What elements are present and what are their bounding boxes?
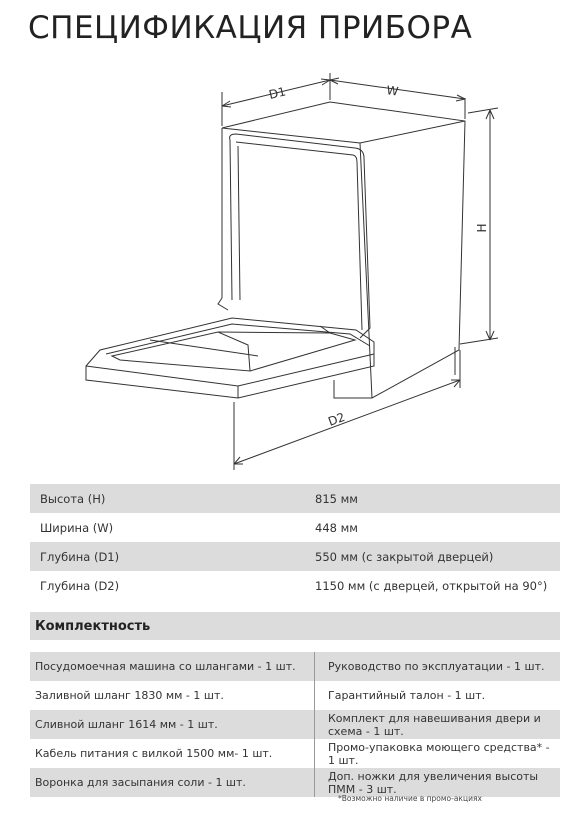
spec-value: 815 мм [315, 491, 358, 506]
tub-opening [230, 134, 370, 338]
table-row [30, 739, 560, 768]
specification-table [30, 484, 560, 600]
d2-label: D2 [326, 409, 347, 429]
kit-table [30, 652, 560, 797]
kit-item-left: Воронка для засыпания соли - 1 шт. [30, 768, 315, 797]
kit-item-right: Доп. ножки для увеличения высоты ПММ - 3 шт. [328, 769, 539, 796]
spec-value: 550 мм (с закрытой дверцей) [315, 549, 494, 564]
page-title: СПЕЦИФИКАЦИЯ ПРИБОРА [28, 10, 473, 46]
spec-label: Глубина (D2) [40, 578, 120, 593]
spec-value: 448 мм [315, 520, 358, 535]
kit-heading: Комплектность [30, 612, 560, 640]
kit-item-right: Промо-упаковка моющего средства* - 1 шт. [328, 740, 550, 767]
spec-row-depth-d2 [30, 571, 560, 600]
table-row [30, 768, 560, 797]
kit-item-left: Заливной шланг 1830 мм - 1 шт. [30, 681, 315, 710]
w-label: W [385, 83, 400, 99]
kit-item-left: Посудомоечная машина со шлангами - 1 шт. [30, 652, 315, 681]
spec-label: Высота (H) [40, 491, 106, 506]
table-row [30, 652, 560, 681]
spec-row-height [30, 484, 560, 513]
open-door [86, 318, 374, 398]
kit-item-right: Руководство по эксплуатации - 1 шт. [328, 660, 545, 673]
kit-item-left: Кабель питания с вилкой 1500 мм- 1 шт. [30, 739, 315, 768]
table-row [30, 681, 560, 710]
footnote: *Возможно наличие в промо-акциях [338, 794, 482, 803]
kit-item-left: Сливной шланг 1614 мм - 1 шт. [30, 710, 315, 739]
spec-label: Ширина (W) [40, 520, 114, 535]
table-row [30, 710, 560, 739]
spec-row-width [30, 513, 560, 542]
d1-label: D1 [267, 84, 288, 102]
kit-item-right: Гарантийный талон - 1 шт. [328, 689, 486, 702]
spec-value: 1150 мм (с дверцей, открытой на 90°) [315, 578, 548, 593]
dishwasher-dimension-diagram [0, 55, 586, 475]
h-label: H [475, 223, 489, 233]
kit-item-right: Комплект для навешивания двери и схема - 1 шт. [328, 711, 541, 738]
spec-label: Глубина (D1) [40, 549, 120, 564]
spec-row-depth-d1 [30, 542, 560, 571]
cabinet-front-top [222, 121, 465, 143]
cabinet-front-edge [360, 143, 372, 398]
